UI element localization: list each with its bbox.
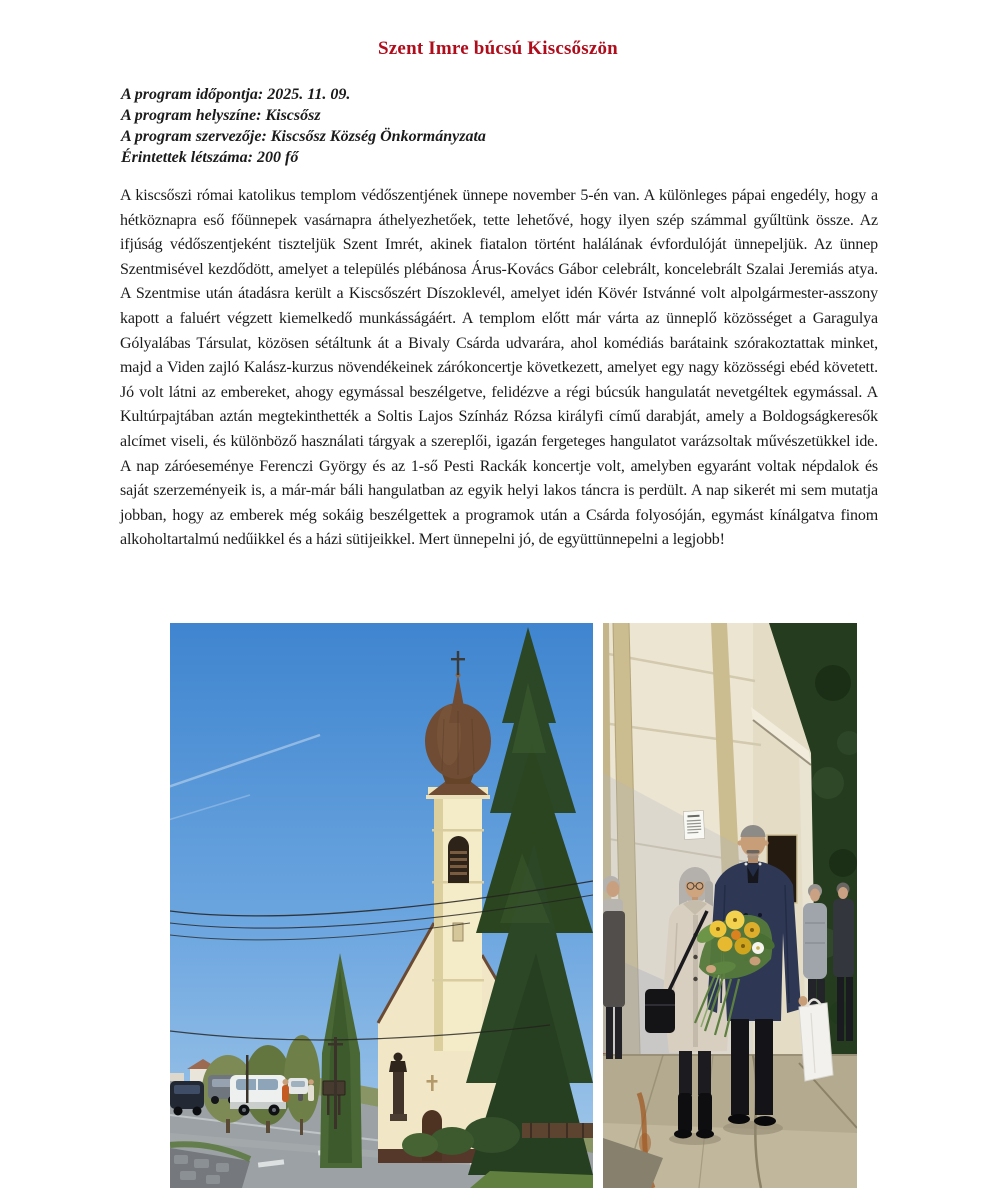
notice-paper xyxy=(683,810,704,839)
meta-line-date: A program időpontja: 2025. 11. 09. xyxy=(121,86,351,103)
page-title: Szent Imre búcsú Kiscsőszön xyxy=(378,38,618,59)
shoulder-bag xyxy=(645,989,675,1033)
article-paragraph: A kiscsőszi római katolikus templom védőszentjének ünnepe november 5-én van. A különleges pápai engedély, hogy a hétköznapra eső főünnepek vasárnapra áthelyezhetőek, tette lehetővé, hogy ilyen szép számmal gyűltünk össze. Az ifjúság védőszentjeként tiszteljük Szent Imrét, akinek fiatalon történt halálának évfordulóját ünnepeljük. Az ünnep Szentmisével kezdődött, amelyet a település plébánosa Árus-Kovács Gábor celebrált, koncelebrált Szalai Jeremiás atya. A Szentmise után átadásra került a Kiscsőszért Díszoklevél, amelyet idén Kövér Istvánné volt alpolgármester-asszony kapott a faluért végzett kiemelkedő munkásságáért. A templom előtt már várta az ünneplő közösséget a Garagulya Gólyalábas Társulat, közösen sétáltunk át a Bivaly Csárda udvarára, ahol komédiás barátaink szórakoztattak minket, majd a Viden zajló Kalász-kurzus növendékeinek zárókoncertje következett, amelyet egy nagy közösségi ebéd követett. Jó volt látni az embereket, ahogy egymással beszélgetve, felidézve a régi búcsúk hangulatát nevetgéltek egymással. A Kultúrpajtában aztán megtekinthették a Soltis Lajos Színház Rózsa királyfi című darabját, amely a Boldogságkeresők alcímet viseli, és különböző használati tárgyak a szereplői, igazán fergeteges hangulatot varázsoltak művészetükkel ide. A nap záróeseménye Ferenczi György és az 1-ső Pesti Rackák koncertje volt, amelyben egyaránt voltak népdalok és saját szerzeményeik is, a már-már báli hangulatban az egyik helyi lakos táncra is perdült. A nap sikerét mi sem mutatja jobban, hogy az emberek még sokáig beszélgettek a programok után a Csárda folyosóján, egymást kínálgatva finom alkoholtartalmú nedűikkel és a házi sütijeikkel. Mert ünnepelni jó, de együttünnepelni a legjobb! xyxy=(120,187,878,549)
meta-line-organizer: A program szervezője: Kiscsősz Község Önkormányzata xyxy=(121,128,486,145)
meta-line-location: A program helyszíne: Kiscsősz xyxy=(121,107,321,124)
white-gift-bag xyxy=(799,1003,833,1081)
meta-line-headcount: Érintettek létszáma: 200 fő xyxy=(121,149,299,166)
church-street-photo xyxy=(170,623,593,1188)
honorees-with-flowers-photo xyxy=(603,623,857,1188)
program-meta-block xyxy=(121,84,996,168)
